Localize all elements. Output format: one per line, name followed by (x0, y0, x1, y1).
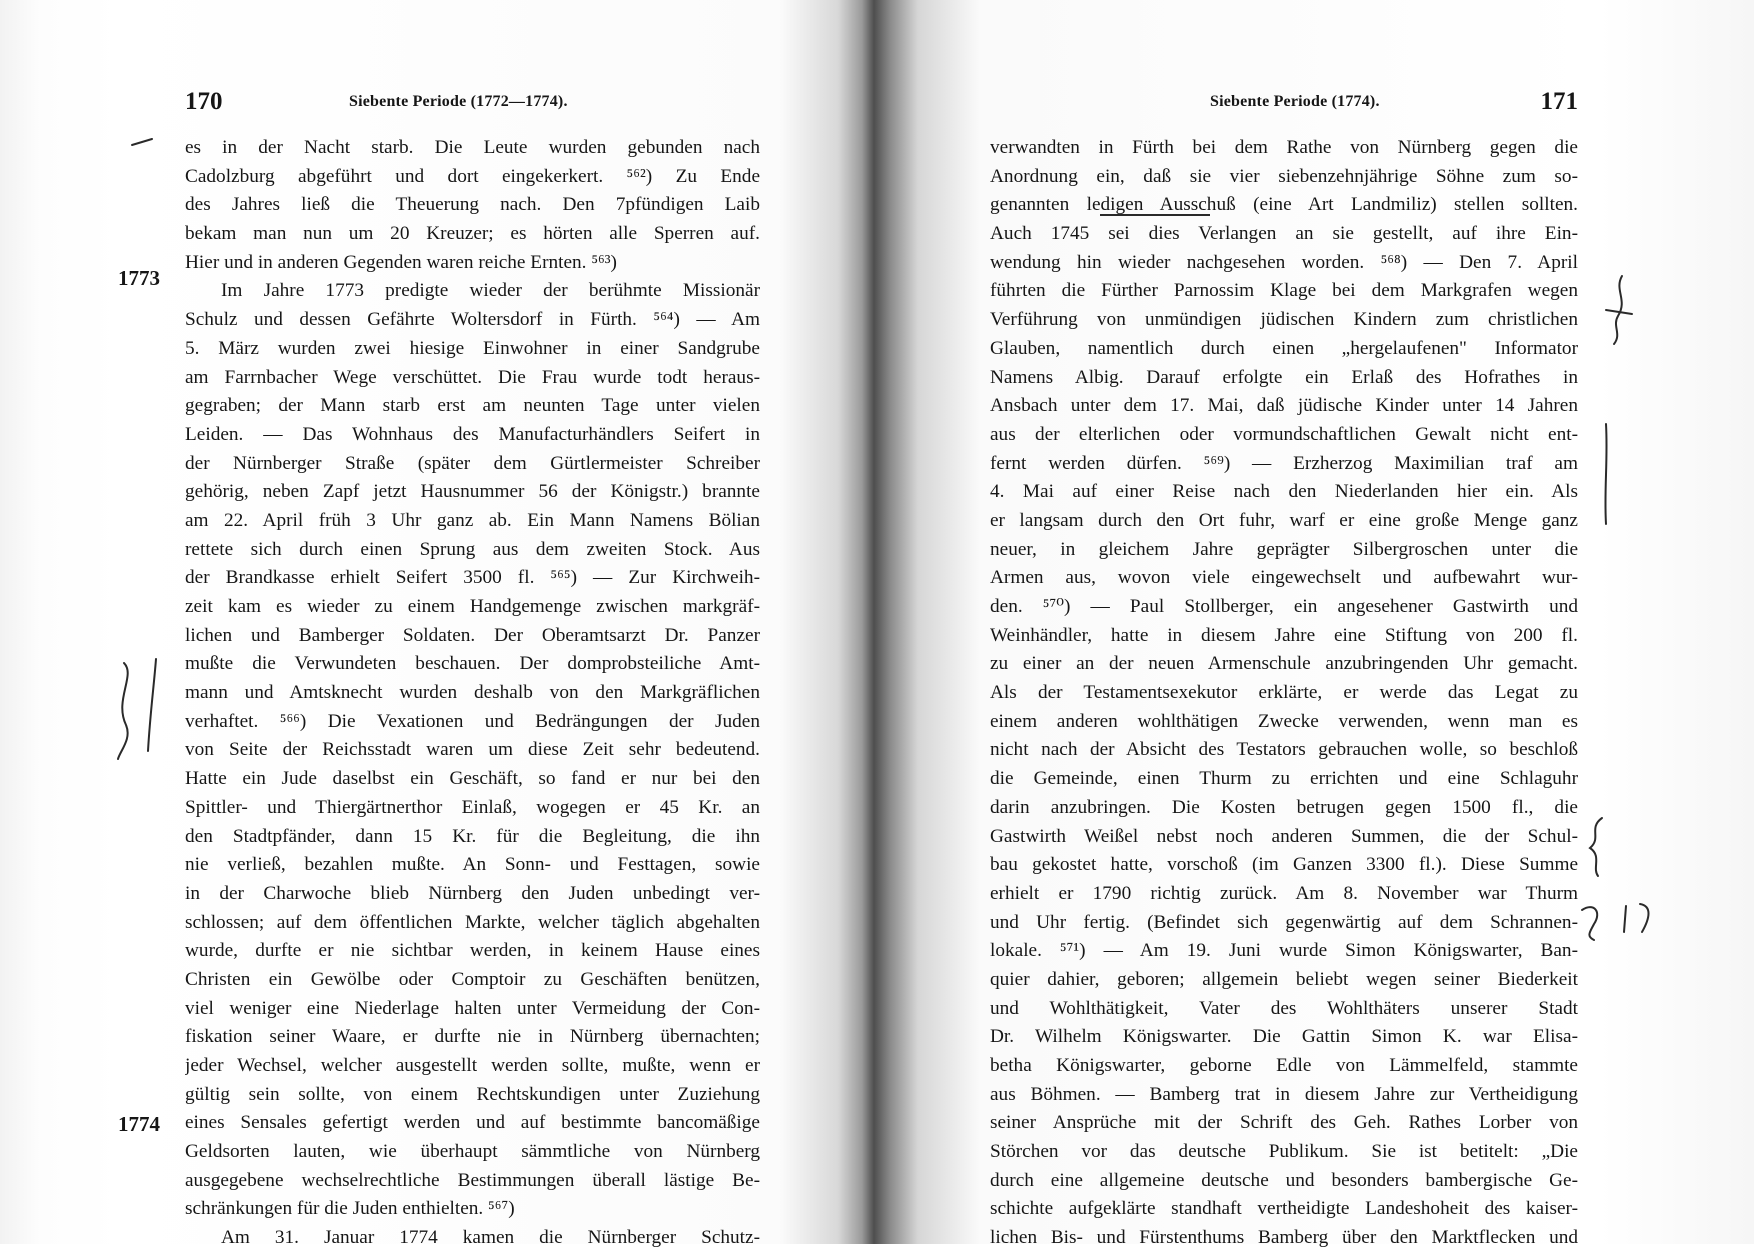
text-line: Verführung von unmündigen jüdischen Kindern zum christlichen (990, 309, 1578, 331)
text-line: Spittler- und Thiergärtnerthor Einlaß, wogegen er 45 Kr. an (185, 796, 760, 818)
text-line: gegraben; der Mann starb erst am neunten Tage unter vielen (185, 395, 760, 417)
left-page (0, 0, 872, 1249)
text-line: Hatte ein Jude daselbst ein Geschäft, so fand er nur bei den (185, 768, 760, 790)
text-line: zeit kam es wieder zu einem Handgemenge zwischen markgräf- (185, 596, 760, 617)
text-line: 4. Mai auf einer Reise nach den Niederlanden hier ein. Als (990, 481, 1578, 503)
right-page (872, 0, 1754, 1249)
text-line: der Nürnberger Straße (später dem Gürtlermeister Schreiber (185, 452, 760, 474)
text-line: Anordnung ein, daß sie vier siebenzehnjährige Söhne zum so- (990, 165, 1578, 187)
text-line: genannten ledigen Ausschuß (eine Art Landmiliz) stellen sollten. (990, 194, 1578, 216)
pencil-underline-mark (1100, 214, 1210, 216)
text-line: er langsam durch den Ort fuhr, warf er eine große Menge ganz (990, 509, 1578, 531)
text-line: ausgegebene wechselrechtliche Bestimmungen überall lästige Be- (185, 1169, 760, 1191)
text-line: gültig sein sollte, von einem Rechtskundigen unter Zuziehung (185, 1083, 760, 1105)
text-line: 5. März wurden zwei hiesige Einwohner in einer Sandgrube (185, 337, 760, 359)
text-line: quier dahier, geboren; allgemein beliebt wegen seiner Biederkeit (990, 968, 1578, 990)
text-line: Als der Testamentsexekutor erklärte, er werde das Legat zu (990, 682, 1578, 704)
text-line: aus Böhmen. — Bamberg trat in diesem Jahre zur Vertheidigung (990, 1083, 1578, 1105)
text-line: zu einer an der neuen Armenschule anzubringenden Uhr gemacht. (990, 653, 1578, 675)
text-line: Cadolzburg abgeführt und dort eingekerkert. ⁵⁶²) Zu Ende (185, 165, 760, 187)
text-line: gehörig, neben Zapf jetzt Hausnummer 56 der Königstr.) brannte (185, 481, 760, 503)
text-line: schichte aufgeklärte standhaft vertheidigte Landeshoheit des kaiser- (990, 1198, 1578, 1220)
text-line: Leiden. — Das Wohnhaus des Manufacturhändlers Seifert in (185, 423, 760, 445)
text-line: Dr. Wilhelm Königswarter. Die Gattin Simon K. war Elisa- (990, 1026, 1578, 1048)
text-line: der Brandkasse erhielt Seifert 3500 fl. ⁵⁶⁵) — Zur Kirchweih- (185, 567, 760, 589)
text-line: es in der Nacht starb. Die Leute wurden gebunden nach (185, 137, 760, 158)
left-page-body (185, 134, 760, 1253)
text-line: verwandten in Fürth bei dem Rathe von Nürnberg gegen die (990, 137, 1578, 158)
text-line: Geldsorten lauten, wie überhaupt sämmtliche von Nürnberg (185, 1141, 760, 1163)
text-line: führten die Fürther Parnossim Klage bei dem Markgrafen wegen (990, 280, 1578, 302)
text-line: des Jahres ließ die Theuerung nach. Den 7pfündigen Laib (185, 194, 760, 216)
text-line: erhielt er 1790 richtig zurück. Am 8. November war Thurm (990, 882, 1578, 904)
text-line: durch eine allgemeine deutsche und besonders bambergische Ge- (990, 1169, 1578, 1191)
text-line: wendung hin wieder nachgesehen worden. ⁵⁶⁸) — Den 7. April (990, 251, 1578, 273)
text-line: bekam man nun um 20 Kreuzer; es hörten alle Sperren auf. (185, 223, 760, 245)
pencil-note-mark-right (1572, 896, 1672, 946)
text-line: und Uhr fertig. (Befindet sich gegenwärtig auf dem Schrannen- (990, 911, 1578, 933)
text-line: rettete sich durch einen Sprung aus dem zweiten Stock. Aus (185, 538, 760, 560)
text-line: von Seite der Reichsstadt waren um diese Zeit sehr bedeutend. (185, 739, 760, 761)
text-line: Christen ein Gewölbe oder Comptoir zu Geschäften benützen, (185, 968, 760, 990)
text-line: nie verließ, bezahlen mußte. An Sonn- und Festtagen, sowie (185, 854, 760, 876)
text-line: Ansbach unter dem 17. Mai, daß jüdische Kinder unter 14 Jahren (990, 395, 1578, 417)
right-page-header (990, 88, 1578, 128)
text-line: betha Königswarter, geborne Edle von Lämmelfeld, stammte (990, 1055, 1578, 1076)
margin-year-1774: 1774 (118, 1112, 160, 1136)
text-line: seiner Ansprüche mit der Schrift des Geh. Rathes Lorber von (990, 1112, 1578, 1134)
text-line: eines Sensales gefertigt werden und auf bestimmte bancomäßige (185, 1112, 760, 1134)
text-line: neuer, in gleichem Jahre geprägter Silbergroschen unter die (990, 538, 1578, 560)
text-line: Glauben, namentlich durch einen „hergelaufenen" Informator (990, 337, 1578, 359)
text-line: bau gekostet hatte, vorschoß (im Ganzen 3300 fl.). Diese Summe (990, 854, 1578, 876)
left-running-head: Siebente Periode (1772—1774). (349, 93, 568, 110)
text-line: in der Charwoche blieb Nürnberg den Juden unbedingt ver- (185, 882, 760, 904)
pencil-dash-mark (128, 135, 158, 149)
text-line: Schulz und dessen Gefährte Woltersdorf in Fürth. ⁵⁶⁴) — Am (185, 309, 760, 331)
text-line: Am 31. Januar 1774 kamen die Nürnberger Schutz- (221, 1227, 760, 1249)
text-line: jeder Wechsel, welcher ausgestellt werden sollte, mußte, wenn er (185, 1055, 760, 1076)
text-line: Hier und in anderen Gegenden waren reiche Ernten. ⁵⁶³) (185, 251, 617, 273)
pencil-margin-mark-right-1 (1592, 270, 1652, 350)
pencil-brace-mark-right (1572, 812, 1622, 882)
text-line: Gastwirth Weißel nebst noch anderen Summen, die der Schul- (990, 825, 1578, 847)
text-line: Namens Albig. Darauf erfolgte ein Erlaß des Hofrathes in (990, 366, 1578, 388)
right-running-head: Siebente Periode (1774). (1210, 93, 1380, 110)
margin-year-1773: 1773 (118, 266, 160, 290)
text-line: lokale. ⁵⁷¹) — Am 19. Juni wurde Simon Königswarter, Ban- (990, 940, 1578, 962)
text-line: am Farrnbacher Wege verschüttet. Die Frau wurde todt heraus- (185, 366, 760, 388)
text-line: die Gemeinde, einen Thurm zu errichten und eine Schlaguhr (990, 768, 1578, 790)
text-line: Armen aus, wovon viele eingewechselt und aufbewahrt wur- (990, 567, 1578, 589)
text-line: Auch 1745 sei dies Verlangen an sie gestellt, auf ihre Ein- (990, 223, 1578, 245)
text-line: fiskation seiner Waare, er durfte nie in Nürnberg übernachten; (185, 1026, 760, 1048)
text-line: fernt werden dürfen. ⁵⁶⁹) — Erzherzog Maximilian traf am (990, 452, 1578, 474)
text-line: und Wohlthätigkeit, Vater des Wohlthäters unserer Stadt (990, 997, 1578, 1019)
right-page-number: 171 (1540, 88, 1578, 115)
left-page-header (185, 88, 760, 128)
text-line: den Stadtpfänder, dann 15 Kr. für die Begleitung, die ihn (185, 825, 760, 847)
pencil-margin-line-right (1590, 420, 1620, 530)
text-line: viel weniger eine Niederlage halten unter Vermeidung der Con- (185, 997, 760, 1019)
text-line: am 22. April früh 3 Uhr ganz ab. Ein Mann Namens Bölian (185, 509, 760, 531)
text-line: einem anderen wohlthätigen Zwecke verwenden, wenn man es (990, 710, 1578, 732)
text-line: den. ⁵⁷⁰) — Paul Stollberger, ein angesehener Gastwirth und (990, 596, 1578, 617)
text-line: mußte die Verwundeten beschauen. Der domprobsteiliche Amt- (185, 653, 760, 675)
text-line: lichen und Bamberger Soldaten. Der Oberamtsarzt Dr. Panzer (185, 624, 760, 646)
text-line: wurde, durfte er nie sichtbar werden, in keinem Hause eines (185, 940, 760, 962)
text-line: Störchen vor das deutsche Publikum. Sie ist betitelt: „Die (990, 1141, 1578, 1163)
pencil-margin-mark-left (104, 655, 174, 765)
right-page-body (990, 134, 1578, 1253)
left-page-number: 170 (185, 88, 223, 115)
text-line: Im Jahre 1773 predigte wieder der berühmte Missionär (221, 280, 760, 302)
text-line: aus der elterlichen oder vormundschaftlichen Gewalt nicht ent- (990, 423, 1578, 445)
text-line: nicht nach der Absicht des Testators gebrauchen wolle, so beschloß (990, 739, 1578, 761)
text-line: schlossen; auf dem öffentlichen Markte, welcher täglich abgehalten (185, 911, 760, 933)
text-line: Weinhändler, hatte in diesem Jahre eine Stiftung von 200 fl. (990, 624, 1578, 646)
text-line: mann und Amtsknecht wurden deshalb von den Markgräflichen (185, 682, 760, 704)
text-line: lichen Bis- und Fürstenthums Bamberg über den Marktflecken und (990, 1227, 1578, 1249)
text-line: schränkungen für die Juden enthielten. ⁵⁶⁷) (185, 1198, 515, 1220)
text-line: verhaftet. ⁵⁶⁶) Die Vexationen und Bedrängungen der Juden (185, 710, 760, 732)
text-line: darin anzubringen. Die Kosten betrugen gegen 1500 fl., die (990, 796, 1578, 818)
